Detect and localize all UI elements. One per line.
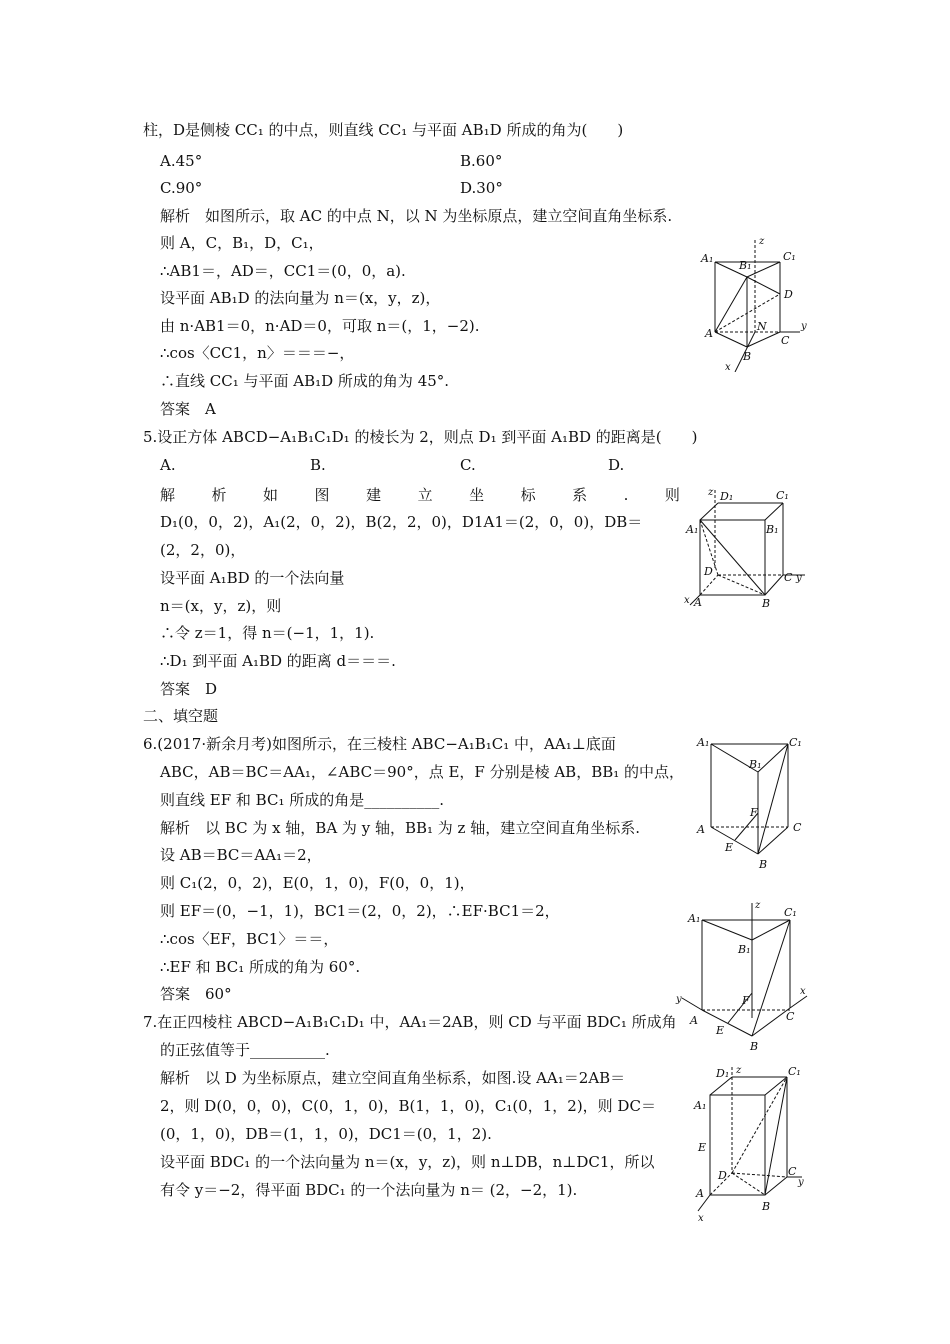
analysis-char: 系	[572, 486, 588, 504]
figure-label: C	[793, 821, 802, 834]
analysis-line: ∴cos〈EF，BC1〉＝＝，	[160, 930, 339, 948]
figure-label: A	[694, 596, 702, 609]
figure-label: B₁	[766, 523, 779, 536]
analysis-line: ∴EF 和 BC₁ 所成的角为 60°.	[160, 958, 361, 976]
analysis-line: ∴AB1＝，AD＝，CC1＝(0，0，a).	[160, 262, 406, 280]
prism-figure-1	[695, 232, 815, 376]
figure-label: E	[725, 841, 734, 854]
analysis-line: 由 n·AB1＝0，n·AD＝0，可取 n＝(，1，−2).	[160, 317, 480, 335]
figure-label: A₁	[686, 523, 699, 536]
analysis-line: 则 A，C，B₁，D，C₁，	[160, 234, 324, 252]
problem6-stem: 6.(2017·新余月考)如图所示，在三棱柱 ABC−A₁B₁C₁ 中，AA₁⊥底面	[143, 735, 616, 753]
answer-line: 答案 D	[160, 680, 218, 698]
analysis-line: ∴D₁ 到平面 A₁BD 的距离 d＝＝＝.	[160, 652, 396, 670]
analysis-char: 坐	[469, 486, 485, 504]
figure-label: x	[725, 362, 731, 372]
figure-label: B	[759, 858, 768, 871]
problem6-stem: 则直线 EF 和 BC₁ 所成的角是__________.	[160, 791, 444, 809]
section-heading: 二、填空题	[143, 707, 219, 725]
figure-label: A	[697, 823, 705, 836]
analysis-char: 如	[263, 486, 279, 504]
problem6-stem: ABC，AB＝BC＝AA₁，∠ABC＝90°，点 E，F 分别是棱 AB，BB₁ 的中点，	[160, 763, 685, 781]
problem7-stem: 7.在正四棱柱 ABCD−A₁B₁C₁D₁ 中，AA₁＝2AB，则 CD 与平面 BDC₁ 所成角	[143, 1013, 677, 1031]
analysis-line: 设平面 A₁BD 的一个法向量	[160, 569, 345, 587]
figure-label: E	[698, 1141, 707, 1154]
analysis-line: 2，则 D(0，0，0)，C(0，1，0)，B(1，1，0)，C₁(0，1，2)，则 DC＝	[160, 1097, 656, 1115]
figure-label: C₁	[776, 489, 789, 502]
figure-label: A	[690, 1014, 698, 1027]
analysis-line: ∴直线 CC₁ 与平面 AB₁D 所成的角为 45°.	[160, 372, 450, 390]
figure-label: C	[786, 1010, 795, 1023]
figure-label: F	[742, 994, 750, 1007]
figure-label: B	[762, 597, 771, 610]
figure-label: B₁	[739, 259, 752, 272]
analysis-line: (0，1，0)，DB＝(1，1，0)，DC1＝(0，1，2).	[160, 1125, 492, 1143]
analysis-spread-line	[160, 485, 680, 505]
problem7-stem: 的正弦值等于__________.	[160, 1041, 330, 1059]
figure-label: x	[684, 595, 690, 606]
figure-label: A₁	[694, 1099, 707, 1112]
analysis-char: 解	[160, 486, 176, 504]
figure-label: N	[757, 320, 767, 333]
figure-label: z	[759, 236, 765, 247]
analysis-line: 设平面 BDC₁ 的一个法向量为 n＝(x，y，z)，则 n⊥DB，n⊥DC1，所以	[160, 1153, 655, 1171]
figure-label: C	[788, 1165, 797, 1178]
figure-label: x	[800, 986, 806, 997]
analysis-char: 析	[211, 486, 227, 504]
figure-label: z	[736, 1065, 742, 1076]
figure-label: A	[696, 1187, 704, 1200]
figure-label: z	[708, 487, 714, 498]
choice-c: C.	[460, 456, 476, 474]
choice-d: D.	[608, 456, 625, 474]
analysis-line: 设 AB＝BC＝AA₁＝2，	[160, 846, 322, 864]
figure-label: E	[716, 1024, 725, 1037]
figure-label: D₁	[720, 490, 734, 503]
problem4-stem: 柱，D是侧棱 CC₁ 的中点，则直线 CC₁ 与平面 AB₁D 所成的角为( )	[143, 121, 624, 139]
square-prism-figure	[690, 1065, 810, 1229]
figure-label: B	[750, 1040, 759, 1053]
figure-label: C₁	[789, 736, 802, 749]
figure-label: C	[781, 334, 790, 347]
analysis-char: 立	[417, 486, 433, 504]
figure-label: z	[755, 900, 761, 911]
figure-label: D	[718, 1169, 727, 1182]
figure-label: B	[762, 1200, 771, 1213]
cube-figure	[680, 485, 810, 619]
figure-label: B₁	[738, 943, 751, 956]
analysis-line: 解析 以 BC 为 x 轴，BA 为 y 轴，BB₁ 为 z 轴，建立空间直角坐标系.	[160, 819, 640, 837]
analysis-char: 建	[366, 486, 382, 504]
answer-line: 答案 A	[160, 400, 216, 418]
figure-label: C₁	[788, 1065, 801, 1078]
figure-label: D	[704, 565, 713, 578]
analysis-char: 则	[664, 486, 680, 504]
analysis-line: 则 EF＝(0，−1，1)，BC1＝(2，0，2)，∴EF·BC1＝2，	[160, 902, 560, 920]
figure-label: F	[750, 806, 758, 819]
analysis-char: .	[623, 486, 629, 504]
problem5-stem: 5.设正方体 ABCD−A₁B₁C₁D₁ 的棱长为 2，则点 D₁ 到平面 A₁BD 的距离是( )	[143, 428, 698, 446]
choice-c: C.90°	[160, 179, 203, 197]
figure-label: y	[801, 321, 807, 332]
analysis-line: (2，2，0)，	[160, 541, 246, 559]
figure-label: y	[798, 1177, 804, 1188]
analysis-char: 图	[314, 486, 330, 504]
analysis-line: ∴cos〈CC1，n〉＝＝＝−，	[160, 344, 355, 362]
figure-label: C₁	[784, 906, 797, 919]
figure-label: C₁	[783, 250, 796, 263]
choice-b: B.	[310, 456, 326, 474]
analysis-line: n＝(x，y，z)，则	[160, 597, 282, 615]
analysis-line: 有令 y＝−2，得平面 BDC₁ 的一个法向量为 n＝ (2，−2，1).	[160, 1181, 578, 1199]
figure-label: D	[784, 288, 793, 301]
figure-label: C	[784, 571, 793, 584]
analysis-line: D₁(0，0，2)，A₁(2，0，2)，B(2，2，0)，D1A1＝(2，0，0)，DB＝	[160, 513, 643, 531]
choice-a: A.	[160, 456, 176, 474]
choice-d: D.30°	[460, 179, 503, 197]
figure-label: A	[705, 327, 713, 340]
prism-figure-3	[672, 898, 812, 1062]
figure-label: A₁	[701, 252, 714, 265]
figure-label: x	[698, 1213, 704, 1224]
answer-line: 答案 60°	[160, 985, 232, 1003]
choice-a: A.45°	[160, 152, 203, 170]
analysis-char: 标	[520, 486, 536, 504]
prism-figure-2	[693, 732, 813, 876]
analysis-line: 则 C₁(2，0，2)，E(0，1，0)，F(0，0，1)，	[160, 874, 475, 892]
figure-label: A₁	[697, 736, 710, 749]
choice-b: B.60°	[460, 152, 503, 170]
analysis-line: 设平面 AB₁D 的法向量为 n＝(x，y，z)，	[160, 289, 441, 307]
analysis-line: 解析 以 D 为坐标原点，建立空间直角坐标系，如图.设 AA₁＝2AB＝	[160, 1069, 626, 1087]
analysis-line: ∴令 z＝1，得 n＝(−1，1，1).	[160, 624, 375, 642]
figure-label: y	[676, 994, 682, 1005]
figure-label: y	[796, 573, 802, 584]
figure-label: A₁	[688, 912, 701, 925]
figure-label: B₁	[749, 758, 762, 771]
figure-label: D₁	[716, 1067, 730, 1080]
analysis-line: 解析 如图所示，取 AC 的中点 N，以 N 为坐标原点，建立空间直角坐标系.	[160, 207, 673, 225]
figure-label: B	[743, 350, 752, 363]
